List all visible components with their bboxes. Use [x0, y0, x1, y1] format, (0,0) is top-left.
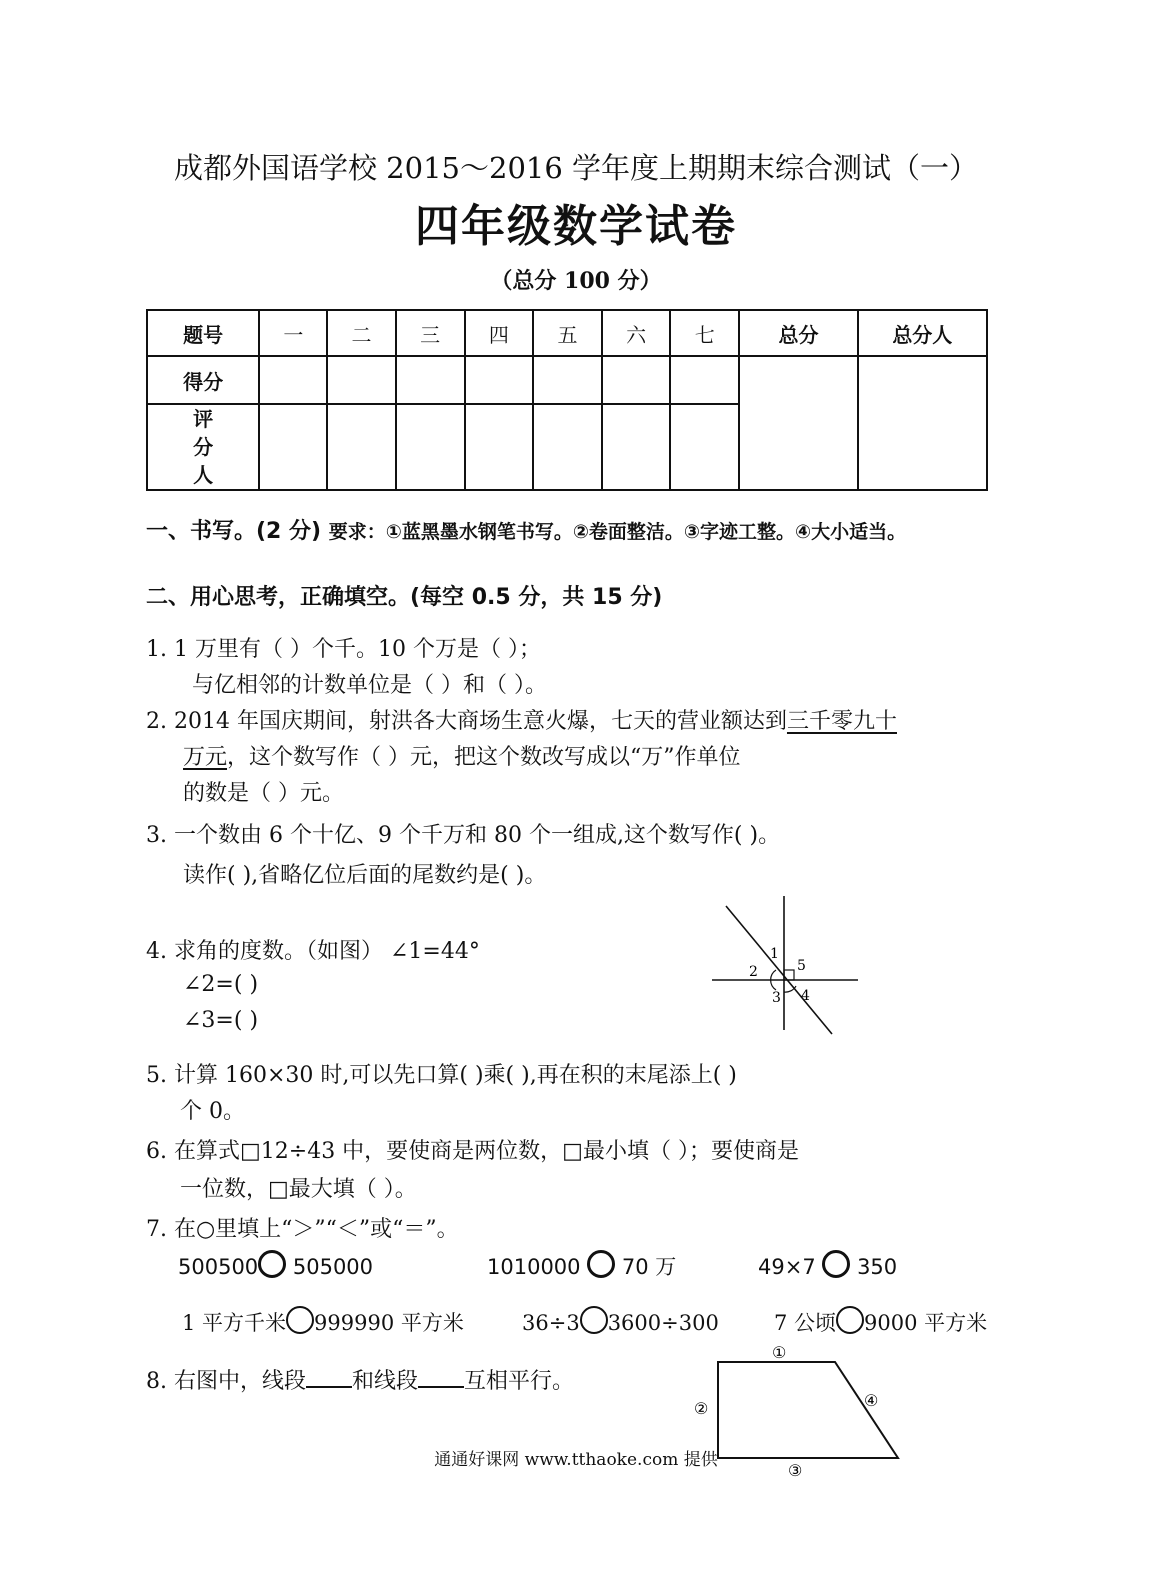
compare-left: 500500: [178, 1255, 259, 1279]
q7-row2: [182, 1306, 464, 1337]
q8-text-a: 8. 右图中，线段: [146, 1369, 306, 1394]
q3-line2: 读作( ),省略亿位后面的尾数约是( )。: [183, 863, 547, 888]
answer-blank[interactable]: [306, 1368, 352, 1388]
grader-char: 人: [193, 463, 214, 487]
header-cell: 总分: [739, 310, 857, 356]
q4-line1: 4. 求角的度数。（如图） ∠1=44°: [146, 939, 480, 964]
grader-cell[interactable]: [396, 404, 465, 490]
q7-row1: [178, 1250, 373, 1279]
compare-circle[interactable]: [286, 1306, 314, 1334]
q7-row2-c: [774, 1306, 987, 1337]
compare-circle[interactable]: [258, 1250, 286, 1278]
header-cell: 题号: [147, 310, 259, 356]
q2-underlined-unit: 万元: [183, 745, 228, 770]
compare-circle[interactable]: [587, 1250, 615, 1278]
score-cell[interactable]: [602, 356, 670, 404]
score-cell[interactable]: [670, 356, 739, 404]
score-table: [146, 309, 988, 491]
q5-line2: 个 0。: [180, 1099, 245, 1124]
section1: [146, 514, 906, 545]
grader-cell[interactable]: [670, 404, 739, 490]
q2-line1-text: 2. 2014 年国庆期间，射洪各大商场生意火爆，七天的营业额达到: [146, 709, 787, 734]
header-cell: 一: [259, 310, 327, 356]
answer-blank[interactable]: [418, 1368, 464, 1388]
q7-row1-b: [487, 1250, 676, 1281]
compare-left: 49×7: [758, 1255, 816, 1279]
footer-credit: 通通好课网 www.tthaoke.com 提供: [434, 1450, 718, 1470]
compare-left: 36÷3: [522, 1311, 580, 1335]
header-cell: 四: [465, 310, 533, 356]
segment-label: ③: [788, 1461, 803, 1480]
compare-right: 350: [857, 1255, 898, 1279]
section2-label: 二、用心思考，正确填空。(每空 0.5 分，共 15 分): [146, 585, 663, 610]
angle-arc: [784, 986, 796, 992]
q3-line1: 3. 一个数由 6 个十亿、9 个千万和 80 个一组成,这个数写作( )。: [146, 823, 781, 848]
compare-circle[interactable]: [836, 1306, 864, 1334]
angle-figure: [700, 890, 870, 1040]
segment-label: ②: [694, 1399, 709, 1418]
compare-left: 7 公顷: [774, 1311, 837, 1335]
score-cell[interactable]: [533, 356, 602, 404]
header-cell: 二: [327, 310, 395, 356]
q8-text-c: 互相平行。: [464, 1369, 575, 1394]
compare-right: 9000 平方米: [864, 1311, 988, 1335]
row-label-grader: [147, 404, 259, 490]
q2-line3: 的数是（ ）元。: [183, 781, 344, 806]
header-cell: 六: [602, 310, 670, 356]
row-label-score: 得分: [147, 356, 259, 404]
diagonal-line: [726, 906, 832, 1034]
q8-text-b: 和线段: [351, 1369, 418, 1394]
compare-circle[interactable]: [580, 1306, 608, 1334]
score-cell[interactable]: [396, 356, 465, 404]
angle-label: 1: [770, 946, 779, 962]
compare-right: 3600÷300: [607, 1311, 719, 1335]
exam-subtitle: 成都外国语学校 2015～2016 学年度上期期末综合测试（一）: [173, 151, 979, 185]
grader-cell[interactable]: [259, 404, 327, 490]
header-cell: 五: [533, 310, 602, 356]
header-cell: 七: [670, 310, 739, 356]
q2-line2-text: ，这个数写作（ ）元，把这个数改写成以“万”作单位: [227, 745, 741, 770]
q4-line3: ∠3=( ): [183, 1008, 259, 1033]
angle-label: 5: [797, 958, 806, 974]
total-grader-cell[interactable]: [858, 356, 987, 490]
grader-cell[interactable]: [327, 404, 395, 490]
angle-label: 4: [801, 988, 810, 1004]
q1-line2: 与亿相邻的计数单位是（ ）和（ ）。: [192, 673, 547, 698]
section1-label: 一、书写。(2 分): [146, 519, 322, 544]
grader-char: 评: [193, 407, 214, 431]
total-score-cell[interactable]: [739, 356, 857, 490]
score-cell[interactable]: [259, 356, 327, 404]
trapezoid-shape: [718, 1362, 898, 1458]
q2-line1: [146, 704, 897, 735]
grader-cell[interactable]: [602, 404, 670, 490]
q7-row1-c: [758, 1250, 897, 1279]
grader-char: 分: [193, 435, 214, 459]
exam-title: 四年级数学试卷: [415, 201, 737, 252]
compare-circle[interactable]: [822, 1250, 850, 1278]
section1-requirement: 要求：①蓝黑墨水钢笔书写。②卷面整洁。③字迹工整。④大小适当。: [328, 521, 907, 543]
q6-line1: 6. 在算式□12÷43 中，要使商是两位数，□最小填（ ）；要使商是: [146, 1139, 799, 1164]
q5-line1: 5. 计算 160×30 时,可以先口算( )乘( ),再在积的末尾添上( ): [146, 1063, 737, 1088]
q2-line2: [183, 740, 741, 771]
segment-label: ④: [864, 1391, 879, 1410]
header-cell: 总分人: [858, 310, 987, 356]
compare-left: 1 平方千米: [182, 1311, 287, 1335]
grader-cell[interactable]: [533, 404, 602, 490]
score-cell[interactable]: [465, 356, 533, 404]
compare-right: 70 万: [621, 1255, 677, 1279]
angle-label: 2: [749, 964, 758, 980]
grader-cell[interactable]: [465, 404, 533, 490]
compare-right: 505000: [292, 1255, 374, 1279]
total-score: （总分 100 分）: [490, 268, 662, 294]
q1-line1: 1. 1 万里有（ ）个千。10 个万是（ ）；: [146, 637, 541, 662]
segment-label: ①: [772, 1343, 787, 1362]
q4-line2: ∠2=( ): [183, 972, 259, 997]
score-cell[interactable]: [327, 356, 395, 404]
header-cell: 三: [396, 310, 465, 356]
compare-left: 1010000: [487, 1255, 581, 1279]
q7-row2-b: [522, 1306, 719, 1335]
q2-underlined-amount: 三千零九十: [786, 709, 897, 734]
q8-line: [146, 1364, 574, 1395]
angle-label: 3: [772, 990, 781, 1006]
q6-line2: 一位数，□最大填（ ）。: [180, 1177, 417, 1202]
q7-line1: 7. 在○里填上“＞”“＜”或“＝”。: [146, 1217, 459, 1242]
compare-right: 999990 平方米: [314, 1311, 464, 1335]
